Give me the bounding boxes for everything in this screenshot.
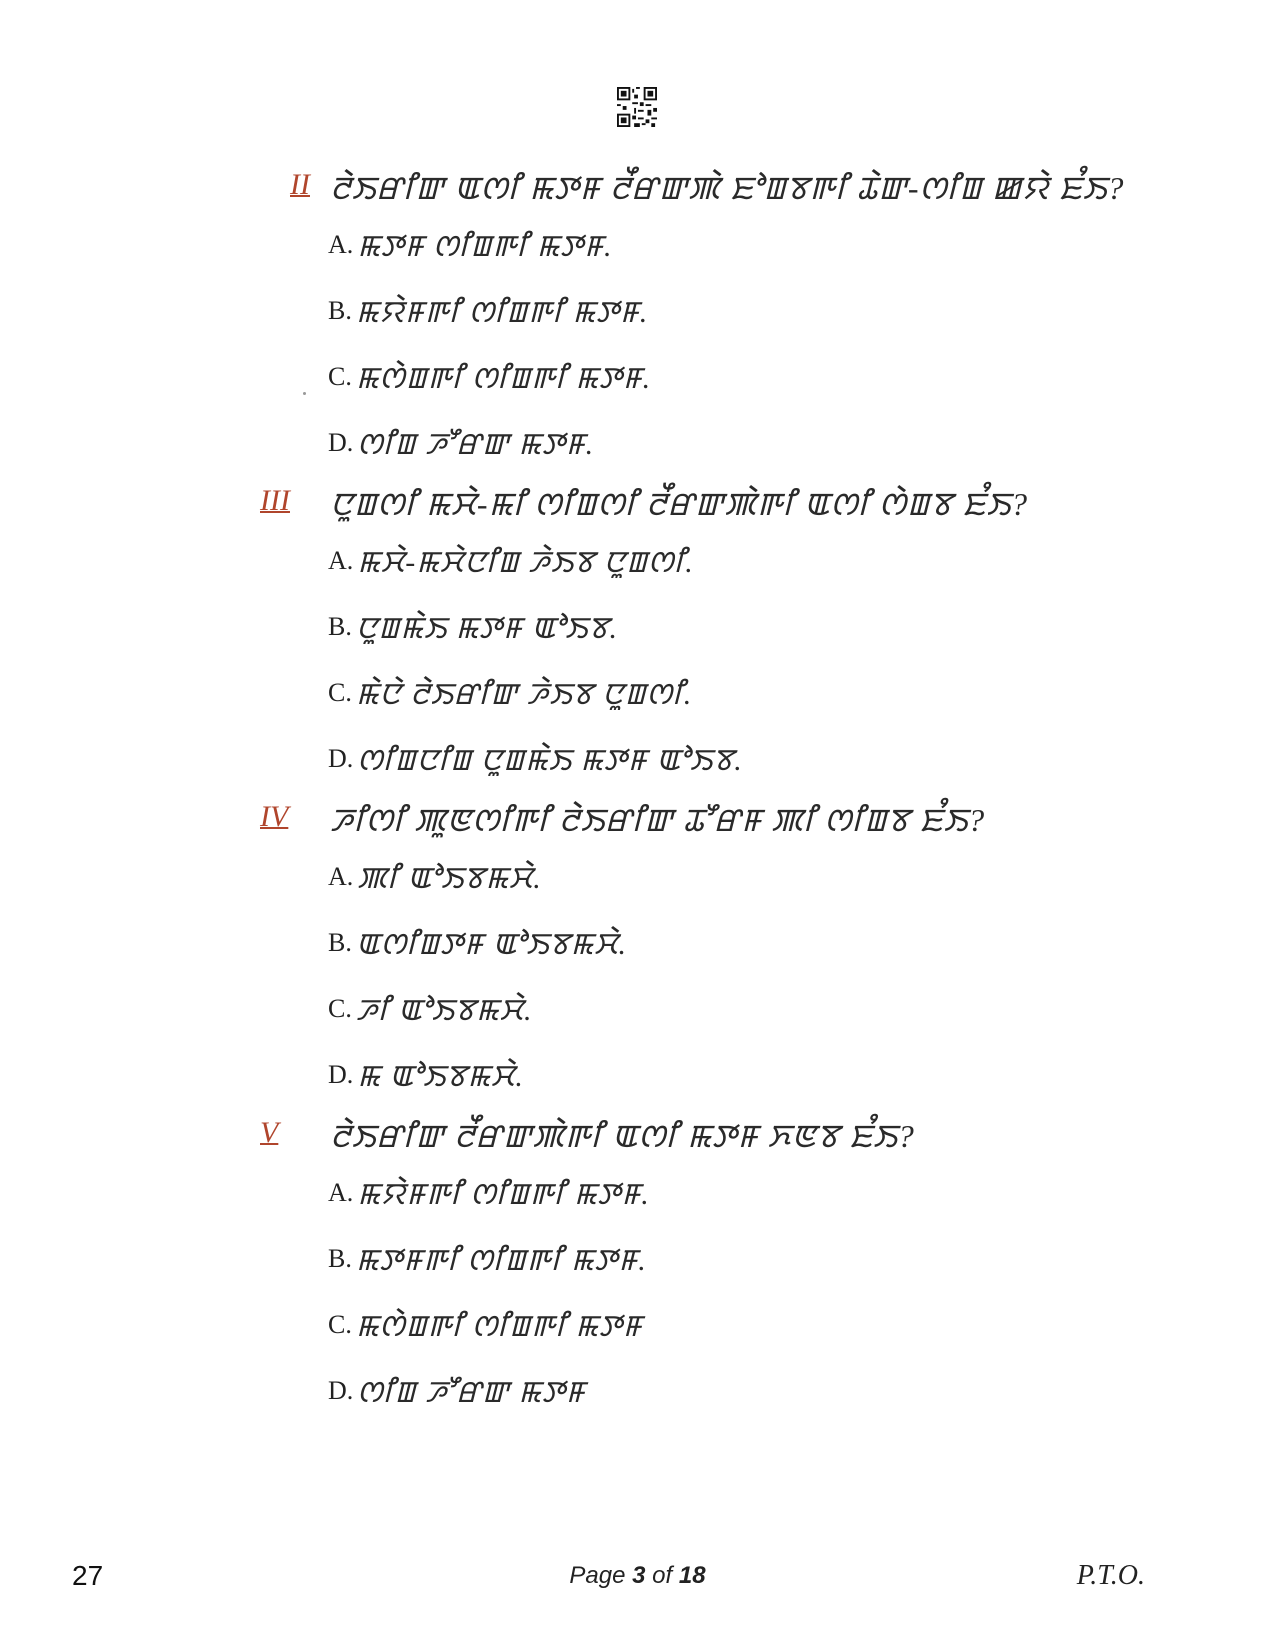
question-2: [290, 164, 1125, 476]
option-d: [328, 1042, 1050, 1108]
option-letter: A.: [328, 862, 354, 891]
page-current: 3: [632, 1562, 646, 1589]
option-text: ꯃꯌꯥꯝꯒꯤ ꯁꯤꯡꯒꯤ ꯃꯇꯝ.: [357, 1178, 650, 1211]
option-text: ꯃꯇꯝ ꯁꯤꯡꯒꯤ ꯃꯇꯝ.: [357, 230, 613, 263]
question-3: [260, 480, 1050, 792]
option-letter: B.: [328, 928, 352, 957]
option-c: [328, 976, 1050, 1042]
option-d: [328, 1358, 1050, 1424]
option-letter: D.: [328, 428, 354, 457]
question-number: IV: [260, 800, 289, 833]
option-d: [328, 410, 1050, 476]
question-row: [260, 480, 1050, 528]
option-text: ꯅꯨꯡꯃꯥꯏ ꯃꯇꯝ ꯑꯣꯏꯕ.: [355, 612, 618, 645]
question-text: ꯂꯥꯏꯔꯤꯛ ꯑꯁꯤ ꯃꯇꯝ ꯂꯩꯔꯛꯄꯥ ꯐꯣꯡꯕꯒꯤ ꯊꯥꯛ-ꯁꯤꯡ ꯀꯌꯥ ꯐꯪꯏ?: [330, 170, 1125, 206]
option-text: ꯃꯆꯥ-ꯃꯆꯥꯅꯤꯡ ꯍꯥꯏꯕ ꯅꯨꯡꯁꯤ.: [357, 546, 694, 579]
question-text: ꯅꯨꯡꯁꯤ ꯃꯆꯥ-ꯃꯤ ꯁꯤꯡꯁꯤ ꯂꯩꯔꯛꯄꯥꯒꯤ ꯑꯁꯤ ꯁꯥꯡꯕ ꯐꯪꯏ?: [330, 486, 1028, 522]
question-number: II: [290, 168, 310, 201]
option-text: ꯃꯁꯥꯡꯒꯤ ꯁꯤꯡꯒꯤ ꯃꯇꯝ.: [355, 362, 652, 395]
qr-code-icon: [617, 87, 657, 127]
page-prefix: Page: [569, 1562, 633, 1589]
option-letter: C.: [328, 362, 352, 391]
page-footer: [0, 1560, 1275, 1600]
option-b: [328, 278, 1050, 344]
option-letter: C.: [328, 678, 352, 707]
option-letter: B.: [328, 1244, 352, 1273]
question-row: [290, 164, 1125, 212]
question-row: [260, 1112, 1050, 1160]
option-text: ꯃꯥꯅꯥ ꯂꯥꯏꯔꯤꯛ ꯍꯥꯏꯕ ꯅꯨꯡꯁꯤ.: [355, 678, 693, 711]
option-text: ꯃꯇꯝꯒꯤ ꯁꯤꯡꯒꯤ ꯃꯇꯝ.: [355, 1244, 647, 1277]
option-d: [328, 726, 1050, 792]
option-text: ꯃ ꯑꯣꯏꯕꯃꯆꯥ.: [357, 1060, 524, 1093]
question-number: V: [260, 1116, 279, 1149]
option-letter: C.: [328, 1310, 352, 1339]
option-letter: D.: [328, 744, 354, 773]
option-b: [328, 594, 1050, 660]
option-letter: D.: [328, 1376, 354, 1405]
option-a: [328, 1160, 1050, 1226]
option-a: [328, 528, 1050, 594]
option-text: ꯁꯤꯡꯅꯤꯡ ꯅꯨꯡꯃꯥꯏ ꯃꯇꯝ ꯑꯣꯏꯕ.: [357, 744, 743, 777]
option-b: [328, 910, 1050, 976]
question-text: ꯂꯥꯏꯔꯤꯛ ꯂꯩꯔꯛꯄꯥꯒꯤ ꯑꯁꯤ ꯃꯇꯝ ꯈꯟꯕ ꯐꯪꯏ?: [330, 1118, 915, 1154]
option-text: ꯃꯌꯥꯝꯒꯤ ꯁꯤꯡꯒꯤ ꯃꯇꯝ.: [355, 296, 649, 329]
option-letter: B.: [328, 296, 352, 325]
page-of: of: [645, 1562, 679, 1589]
option-letter: C.: [328, 994, 352, 1023]
option-a: [328, 844, 1050, 910]
option-letter: A.: [328, 546, 354, 575]
option-c: [328, 660, 1050, 726]
option-text: ꯃꯁꯥꯡꯒꯤ ꯁꯤꯡꯒꯤ ꯃꯇꯝ: [355, 1310, 643, 1343]
question-row: [260, 796, 1050, 844]
question-5: [260, 1112, 1050, 1424]
question-4: [260, 796, 1050, 1108]
option-text: ꯁꯤꯡ ꯍꯧꯔꯛ ꯃꯇꯝ: [357, 1376, 586, 1409]
option-text: ꯍꯤ ꯑꯣꯏꯕꯃꯆꯥ.: [355, 994, 533, 1027]
option-a: [328, 212, 1050, 278]
option-text: ꯄꯤ ꯑꯣꯏꯕꯃꯆꯥ.: [357, 862, 542, 895]
option-c: [328, 344, 1050, 410]
question-text: ꯍꯤꯁꯤ ꯄꯨꯟꯁꯤꯒꯤ ꯂꯥꯏꯔꯤꯛ ꯊꯧꯔꯝ ꯄꯤ ꯁꯤꯡꯕ ꯐꯪꯏ?: [330, 802, 986, 838]
option-text: ꯁꯤꯡ ꯍꯧꯔꯛ ꯃꯇꯝ.: [357, 428, 595, 461]
option-letter: D.: [328, 1060, 354, 1089]
option-letter: A.: [328, 230, 354, 259]
pto-label: P.T.O.: [1076, 1560, 1145, 1591]
option-letter: B.: [328, 612, 352, 641]
option-text: ꯑꯁꯤꯡꯇꯝ ꯑꯣꯏꯕꯃꯆꯥ.: [355, 928, 628, 961]
option-letter: A.: [328, 1178, 354, 1207]
option-c: [328, 1292, 1050, 1358]
page-total: 18: [678, 1562, 706, 1589]
option-b: [328, 1226, 1050, 1292]
paper-code: 27: [72, 1560, 104, 1591]
question-number: III: [260, 484, 290, 517]
